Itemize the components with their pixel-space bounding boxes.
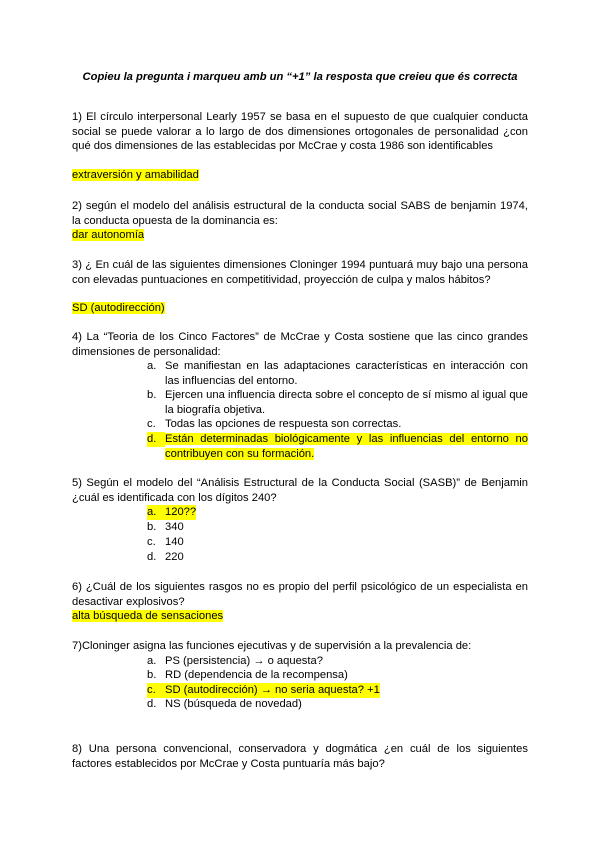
answer-1 (72, 168, 199, 183)
question-3: 3) ¿ En cuál de las siguientes dimensiones Cloninger 1994 puntuará muy bajo una persona con elevadas puntuaciones en competitividad, proyección de culpa y malos hábitos? (72, 259, 528, 286)
question-4-option-b (147, 388, 528, 417)
answer-6-highlight: alta búsqueda de sensaciones (72, 610, 224, 622)
option-text: Todas las opciones de respuesta son correctas. (165, 418, 402, 430)
answer-2-highlight: dar autonomía (72, 229, 145, 241)
question-6: 6) ¿Cuál de los siguientes rasgos no es propio del perfil psicológico de un especialista en desactivar explosivos? (72, 581, 528, 608)
option-text: Están determinadas biológicamente y las influencias del entorno no contribuyen con su formación. (165, 433, 528, 460)
question-4: 4) La “Teoria de los Cinco Factores” de McCrae y Costa sostiene que las cinco grandes dimensiones de personalidad: (72, 331, 528, 358)
option-label: a. (147, 505, 165, 520)
option-label: d. (147, 432, 165, 447)
question-2: 2) según el modelo del análisis estructural de la conducta social SABS de benjamin 1974, la conducta opuesta de la dominancia es: (72, 200, 528, 227)
option-text: Se manifiestan en las adaptaciones características en interacción con las influencias del entorno. (165, 360, 528, 387)
page-title: Copieu la pregunta i marqueu amb un “+1” la resposta que creieu que és correcta (82, 71, 518, 83)
answer-6 (72, 609, 223, 624)
option-label: c. (147, 418, 156, 430)
option-label: c. (147, 536, 156, 548)
answer-2 (72, 228, 144, 243)
option-text: 220 (165, 551, 184, 563)
option-label: c. (147, 683, 165, 698)
answer-3 (72, 301, 165, 316)
option-label: b. (147, 521, 157, 533)
option-text: Ejercen una influencia directa sobre el concepto de sí mismo al igual que la biografía objetiva. (165, 389, 528, 416)
option-text: NS (búsqueda de novedad) (165, 698, 302, 710)
option-label: b. (147, 389, 157, 401)
question-4-option-c (147, 417, 528, 432)
option-text: 120?? (165, 506, 197, 518)
question-4-option-a (147, 359, 528, 388)
option-label: d. (147, 698, 157, 710)
answer-3-highlight: SD (autodirección) (72, 302, 165, 314)
option-label: a. (147, 360, 157, 372)
option-text: 140 (165, 536, 184, 548)
option-label: b. (147, 669, 157, 681)
option-text-wrap (165, 432, 528, 461)
option-text: PS (persistencia) → o aquesta? (165, 655, 323, 667)
option-text: SD (autodirección) → no seria aquesta? +1 (165, 684, 380, 696)
question-5: 5) Según el modelo del “Análisis Estructural de la Conducta Social (SASB)” de Benjamin ¿cuál es identificada con los dígitos 240? (72, 477, 528, 504)
option-label: a. (147, 655, 157, 667)
question-1: 1) El círculo interpersonal Learly 1957 se basa en el supuesto de que cualquier conducta social se puede valorar a lo largo de dos dimensiones ortogonales de personalidad ¿con qué dos dimensiones de las establecidas por McCrae y costa 1986 son identificables (72, 111, 528, 153)
answer-1-highlight: extraversión y amabilidad (72, 169, 199, 181)
question-4-option-d (147, 432, 528, 461)
option-text: RD (dependencia de la recompensa) (165, 669, 348, 681)
question-8: 8) Una persona convencional, conservadora y dogmática ¿en cuál de los siguientes factores establecidos por McCrae y Costa puntuaría más bajo? (72, 743, 528, 770)
question-7: 7)Cloninger asigna las funciones ejecutivas y de supervisión a la prevalencia de: (72, 640, 472, 652)
option-text: 340 (165, 521, 184, 533)
option-label: d. (147, 551, 157, 563)
